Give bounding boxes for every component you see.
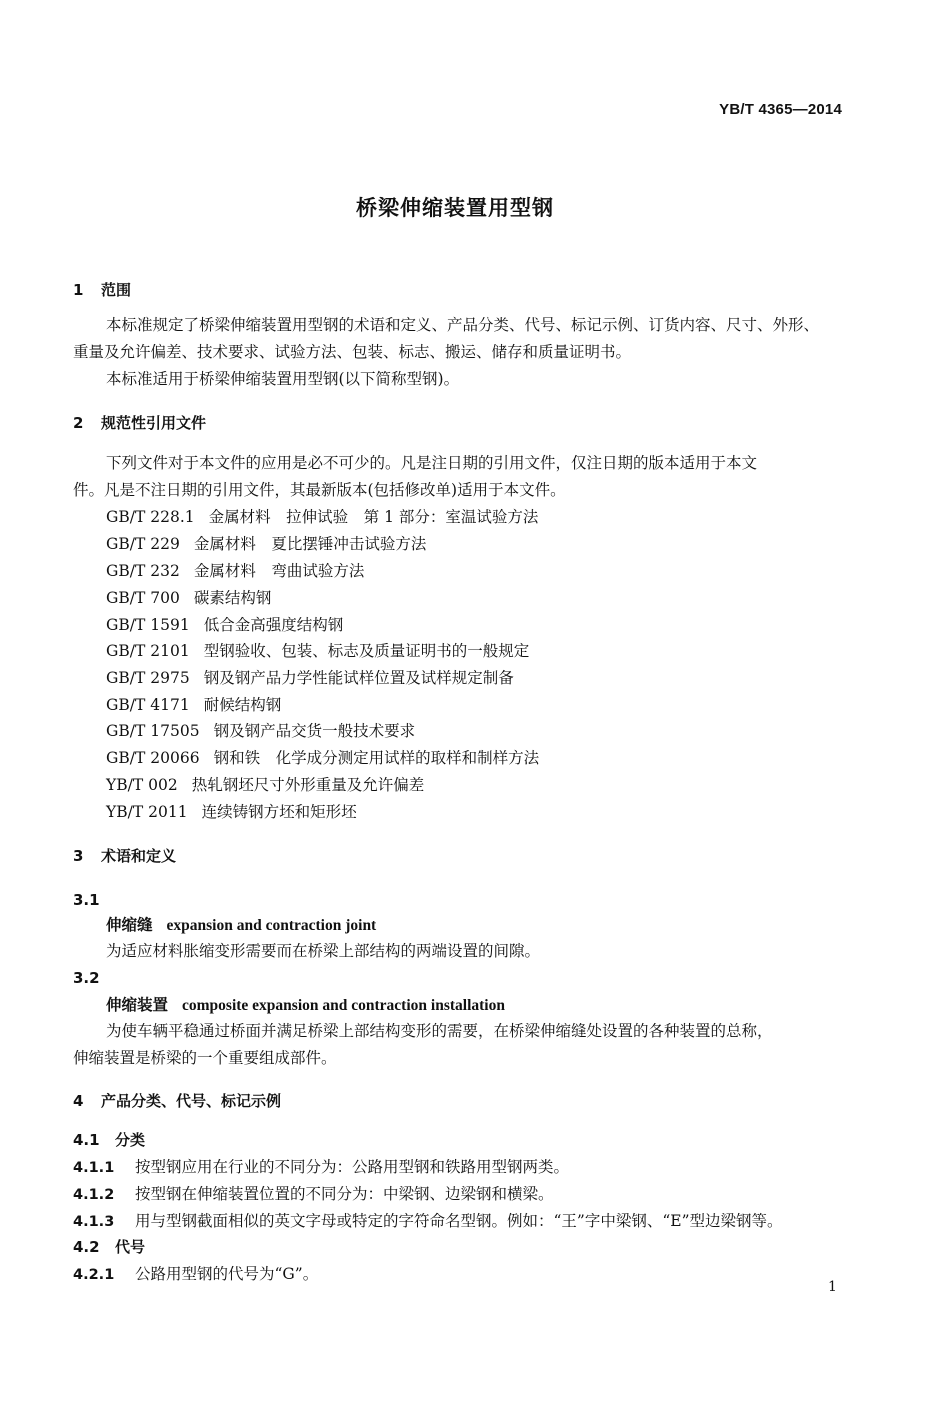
standard-code: YB/T 4365—2014 bbox=[719, 101, 842, 118]
reference-item bbox=[106, 775, 424, 795]
references-intro-line-1: 下列文件对于本文件的应用是必不可少的。凡是注日期的引用文件，仅注日期的版本适用于本文 bbox=[106, 454, 758, 472]
clause-number: 4.1.1 bbox=[73, 1160, 115, 1176]
reference-code: YB/T 2011 bbox=[106, 803, 188, 821]
section-number: 2 bbox=[73, 414, 84, 432]
clause-text: 按型钢应用在行业的不同分为：公路用型钢和铁路用型钢两类。 bbox=[135, 1158, 570, 1176]
reference-code: GB/T 229 bbox=[106, 535, 180, 553]
reference-item bbox=[106, 748, 539, 768]
subsection-title: 分类 bbox=[115, 1131, 146, 1149]
scope-applicability: 本标准适用于桥梁伸缩装置用型钢(以下简称型钢)。 bbox=[106, 370, 460, 388]
reference-title: 钢及钢产品交货一般技术要求 bbox=[213, 722, 416, 740]
reference-title: 钢及钢产品力学性能试样位置及试样规定制备 bbox=[203, 669, 514, 687]
reference-title: 金属材料 弯曲试验方法 bbox=[193, 562, 365, 580]
term-3-1-number: 3.1 bbox=[73, 891, 100, 909]
subsection-title: 代号 bbox=[115, 1238, 146, 1256]
section-3-heading bbox=[73, 846, 176, 866]
clause-4-1-1 bbox=[73, 1157, 569, 1178]
term-3-1 bbox=[106, 915, 376, 936]
reference-item bbox=[106, 561, 364, 581]
scope-paragraph-line-1: 本标准规定了桥梁伸缩装置用型钢的术语和定义、产品分类、代号、标记示例、订货内容、尺寸、外形、 bbox=[106, 316, 820, 334]
reference-code: GB/T 2975 bbox=[106, 669, 190, 687]
reference-code: GB/T 4171 bbox=[106, 696, 190, 714]
references-intro-line-2: 件。凡是不注日期的引用文件，其最新版本(包括修改单)适用于本文件。 bbox=[73, 481, 566, 499]
clause-text: 用与型钢截面相似的英文字母或特定的字符命名型钢。例如：“王”字中梁钢、“E”型边梁钢等。 bbox=[135, 1212, 783, 1230]
clause-4-1-2 bbox=[73, 1184, 554, 1205]
reference-code: YB/T 002 bbox=[106, 776, 178, 794]
document-title: 桥梁伸缩装置用型钢 bbox=[356, 196, 554, 220]
reference-item bbox=[106, 695, 281, 715]
section-title: 规范性引用文件 bbox=[101, 414, 207, 432]
reference-item bbox=[106, 641, 529, 661]
reference-item bbox=[106, 802, 357, 822]
reference-title: 型钢验收、包装、标志及质量证明书的一般规定 bbox=[203, 642, 530, 660]
section-1-heading bbox=[73, 280, 131, 300]
section-title: 范围 bbox=[101, 281, 132, 299]
section-title: 术语和定义 bbox=[101, 847, 177, 865]
term-3-2-number: 3.2 bbox=[73, 969, 100, 987]
subsection-number: 4.2 bbox=[73, 1238, 100, 1256]
term-3-2-definition-line-2: 伸缩装置是桥梁的一个重要组成部件。 bbox=[73, 1049, 337, 1067]
reference-title: 低合金高强度结构钢 bbox=[203, 616, 344, 634]
reference-code: GB/T 20066 bbox=[106, 749, 200, 767]
section-2-heading bbox=[73, 413, 206, 433]
section-title: 产品分类、代号、标记示例 bbox=[101, 1092, 282, 1110]
term-english: composite expansion and contraction installation bbox=[182, 997, 505, 1014]
reference-code: GB/T 232 bbox=[106, 562, 180, 580]
reference-item bbox=[106, 721, 415, 741]
section-number: 1 bbox=[73, 281, 84, 299]
clause-number: 4.2.1 bbox=[73, 1267, 115, 1283]
clause-4-1-3 bbox=[73, 1211, 783, 1232]
reference-item bbox=[106, 534, 426, 554]
reference-item bbox=[106, 668, 514, 688]
subsection-4-2-heading bbox=[73, 1237, 145, 1257]
term-3-1-definition: 为适应材料胀缩变形需要而在桥梁上部结构的两端设置的间隙。 bbox=[106, 942, 541, 960]
reference-code: GB/T 17505 bbox=[106, 722, 200, 740]
reference-item bbox=[106, 615, 343, 635]
clause-number: 4.1.3 bbox=[73, 1214, 115, 1230]
term-chinese: 伸缩缝 bbox=[106, 916, 153, 934]
reference-code: GB/T 2101 bbox=[106, 642, 190, 660]
reference-code: GB/T 1591 bbox=[106, 616, 190, 634]
reference-title: 金属材料 夏比摆锤冲击试验方法 bbox=[193, 535, 427, 553]
section-number: 3 bbox=[73, 847, 84, 865]
term-3-2 bbox=[106, 995, 505, 1016]
clause-text: 按型钢在伸缩装置位置的不同分为：中梁钢、边梁钢和横梁。 bbox=[135, 1185, 554, 1203]
reference-code: GB/T 700 bbox=[106, 589, 180, 607]
subsection-4-1-heading bbox=[73, 1130, 145, 1150]
clause-4-2-1 bbox=[73, 1264, 318, 1285]
reference-title: 碳素结构钢 bbox=[193, 589, 272, 607]
reference-title: 连续铸钢方坯和矩形坯 bbox=[201, 803, 357, 821]
term-english: expansion and contraction joint bbox=[166, 917, 377, 934]
reference-title: 钢和铁 化学成分测定用试样的取样和制样方法 bbox=[213, 749, 540, 767]
reference-title: 热轧钢坯尺寸外形重量及允许偏差 bbox=[191, 776, 425, 794]
reference-item bbox=[106, 588, 271, 608]
reference-item bbox=[106, 507, 538, 527]
reference-code: GB/T 228.1 bbox=[106, 508, 195, 526]
reference-title: 耐候结构钢 bbox=[203, 696, 282, 714]
term-chinese: 伸缩装置 bbox=[106, 996, 169, 1014]
clause-text: 公路用型钢的代号为“G”。 bbox=[135, 1265, 319, 1283]
section-number: 4 bbox=[73, 1092, 84, 1110]
subsection-number: 4.1 bbox=[73, 1131, 100, 1149]
section-4-heading bbox=[73, 1091, 281, 1111]
page-number: 1 bbox=[828, 1279, 837, 1295]
term-3-2-definition-line-1: 为使车辆平稳通过桥面并满足桥梁上部结构变形的需要，在桥梁伸缩缝处设置的各种装置的总称， bbox=[106, 1022, 773, 1040]
scope-paragraph-line-2: 重量及允许偏差、技术要求、试验方法、包装、标志、搬运、储存和质量证明书。 bbox=[73, 343, 632, 361]
reference-title: 金属材料 拉伸试验 第 1 部分：室温试验方法 bbox=[208, 508, 539, 526]
clause-number: 4.1.2 bbox=[73, 1187, 115, 1203]
